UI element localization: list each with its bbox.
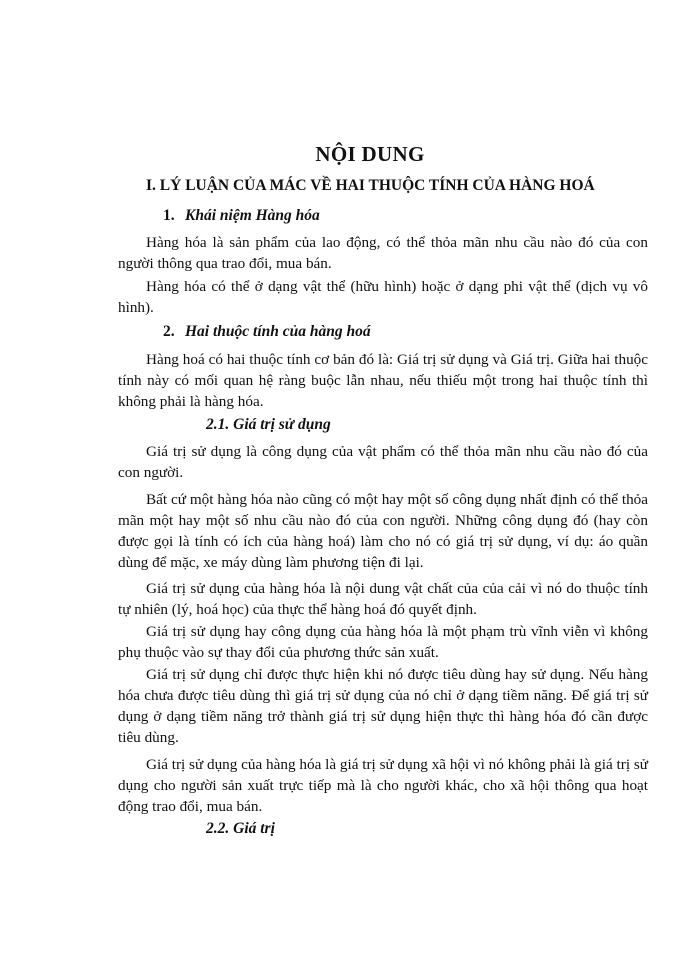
paragraph: Hàng hóa có thể ở dạng vật thể (hữu hình) hoặc ở dạng phi vật thể (dịch vụ vô hình). [118,278,648,316]
subheading-1 [163,207,320,225]
page-title: NỘI DUNG [315,142,425,166]
subheading-2 [163,323,371,341]
paragraph: Hàng hoá có hai thuộc tính cơ bản đó là: Giá trị sử dụng và Giá trị. Giữa hai thuộc tính này có mối quan hệ ràng buộc lẫn nhau, nếu thiếu một trong hai thuộc tính thì không phải là hàng hóa. [118,351,648,410]
paragraph: Hàng hóa là sản phẩm của lao động, có thể thỏa mãn nhu cầu nào đó của con người thông qua trao đổi, mua bán. [118,234,648,272]
paragraph: Giá trị sử dụng chỉ được thực hiện khi nó được tiêu dùng hay sử dụng. Nếu hàng hóa chưa được tiêu dùng thì giá trị sử dụng của nó chỉ ở dạng tiềm năng. Để giá trị sử dụng ở dạng tiềm năng trở thành giá trị sử dụng hiện thực thì hàng hóa đó cần được tiêu dùng. [118,666,648,746]
paragraph: Bất cứ một hàng hóa nào cũng có một hay một số công dụng nhất định có thể thỏa mãn một hay một số nhu cầu nào đó của con người. Những công dụng đó (hay còn được gọi là tính có ích của hàng hoá) làm cho nó có giá trị sử dụng, ví dụ: áo quần dùng để mặc, xe máy dùng làm phương tiện đi lại. [118,491,648,571]
subheading-1-number: 1. [163,207,175,224]
section-heading: I. LÝ LUẬN CỦA MÁC VỀ HAI THUỘC TÍNH CỦA HÀNG HOÁ [146,177,595,194]
subheading-2-title: Hai thuộc tính của hàng hoá [185,323,371,340]
paragraph: Giá trị sử dụng của hàng hóa là giá trị sử dụng xã hội vì nó không phải là giá trị sử dụng cho người sản xuất trực tiếp mà là cho người khác, cho xã hội thông qua hoạt động trao đổi, mua bán. [118,756,648,815]
paragraph: Giá trị sử dụng hay công dụng của hàng hóa là một phạm trù vĩnh viễn vì không phụ thuộc vào sự thay đổi của phương thức sản xuất. [118,623,648,661]
subheading-2-2: 2.2. Giá trị [206,820,275,837]
subheading-2-number: 2. [163,323,175,340]
paragraph: Giá trị sử dụng của hàng hóa là nội dung vật chất của của cải vì nó do thuộc tính tự nhiên (lý, hoá học) của thực thể hàng hoá đó quyết định. [118,580,648,618]
subheading-1-title: Khái niệm Hàng hóa [185,207,320,224]
subheading-2-1: 2.1. Giá trị sử dụng [206,416,331,433]
paragraph: Giá trị sử dụng là công dụng của vật phẩm có thể thỏa mãn nhu cầu nào đó của con người. [118,443,648,481]
